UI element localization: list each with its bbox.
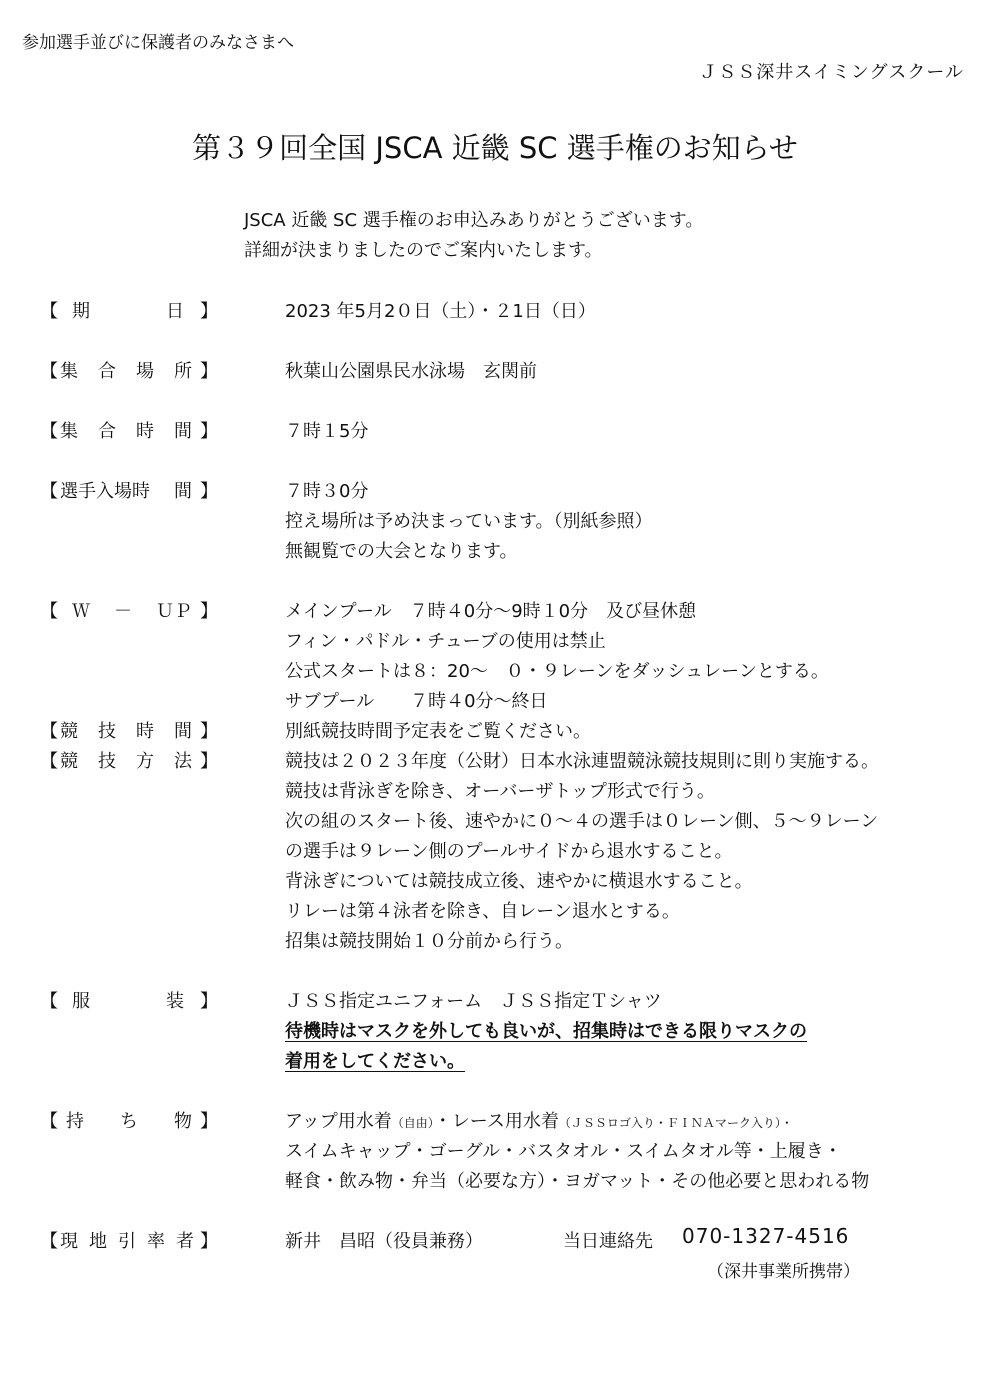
value-warmup: フィン・パドル・チューブの使用は禁止 — [285, 631, 606, 652]
page-title: 第３９回全国 JSCA 近畿 SC 選手権のお知らせ — [192, 131, 798, 165]
leader-name: 新井 昌昭（役員兼務） — [285, 1231, 483, 1252]
value-entry-note: 控え場所は予め決まっています。（別紙参照） — [285, 511, 653, 532]
value-meet-time: ７時１5分 — [285, 421, 369, 442]
value-attire: ＪＳＳ指定ユニフォーム ＪＳＳ指定Ｔシャツ — [285, 991, 662, 1012]
label-attire: 【 服 装 】 — [40, 991, 218, 1012]
mask-notice: 待機時はマスクを外しても良いが、招集時はできる限りマスクの — [285, 1021, 807, 1042]
contact-phone-note: （深井事業所携帯） — [707, 1262, 860, 1282]
addressee: 参加選手並びに保護者のみなさまへ — [22, 33, 294, 53]
label-venue: 【 集 合 場 所 】 — [40, 361, 218, 382]
value-date: 2023 年5月2０日（土）・２1日（日） — [285, 301, 596, 322]
label-race-method: 【 競 技 方 法 】 — [40, 751, 218, 772]
value-race-method: 次の組のスタート後、速やかに０～４の選手は０レーン側、５～９レーン — [285, 811, 879, 832]
sender: ＪＳＳ深井スイミングスクール — [699, 62, 964, 83]
label-meet-time: 【 集 合 時 間 】 — [40, 421, 218, 442]
value-belongings: スイムキャップ・ゴーグル・バスタオル・スイムタオル等・上履き・ — [285, 1141, 842, 1162]
value-race-method: 競技は背泳ぎを除き、オーバーザトップ形式で行う。 — [285, 781, 715, 802]
contact-label: 当日連絡先 — [563, 1231, 653, 1252]
label-entry-time: 【 選手入場時 間 】 — [40, 481, 218, 502]
label-date: 【 期 日 】 — [40, 301, 218, 322]
label-belongings: 【 持 ち 物 】 — [40, 1111, 218, 1132]
value-warmup: 公式スタートは８：20～ ０・９レーンをダッシュレーンとする。 — [285, 661, 829, 682]
label-race-time: 【 競 技 時 間 】 — [40, 721, 218, 742]
value-warmup: サブプール ７時４0分～終日 — [285, 691, 548, 712]
value-race-method: 背泳ぎについては競技成立後、速やかに横退水すること。 — [285, 871, 753, 892]
value-race-method: 競技は２０２３年度（公財）日本水泳連盟競泳競技規則に則り実施する。 — [285, 751, 879, 772]
label-leader: 【 現 地 引 率 者 】 — [40, 1231, 218, 1252]
value-race-method: 招集は競技開始１０分前から行う。 — [285, 931, 573, 952]
value-entry-time: ７時３0分 — [285, 481, 369, 502]
mask-notice: 着用をしてください。 — [285, 1051, 465, 1072]
value-warmup: メインプール ７時４0分～9時１0分 及び昼休憩 — [285, 601, 697, 622]
value-belongings: アップ用水着（自由）・レース用水着（ＪＳＳロゴ入り・ＦＩＮＡマーク入り）・ — [285, 1111, 793, 1132]
label-warmup: 【 Ｗ － ＵＰ 】 — [40, 601, 218, 622]
value-race-method: リレーは第４泳者を除き、自レーン退水とする。 — [285, 901, 680, 922]
contact-phone: 070-1327-4516 — [682, 1224, 850, 1248]
value-belongings: 軽食・飲み物・弁当（必要な方）・ヨガマット・その他必要と思われる物 — [285, 1171, 870, 1192]
intro-line: JSCA 近畿 SC 選手権のお申込みありがとうございます。 — [244, 210, 704, 231]
value-race-method: の選手は９レーン側のプールサイドから退水すること。 — [285, 841, 733, 862]
value-venue: 秋葉山公園県民水泳場 玄関前 — [285, 361, 537, 382]
value-race-time: 別紙競技時間予定表をご覧ください。 — [285, 721, 591, 742]
intro-line: 詳細が決まりましたのでご案内いたします。 — [244, 240, 603, 261]
value-entry-note: 無観覧での大会となります。 — [285, 541, 518, 562]
